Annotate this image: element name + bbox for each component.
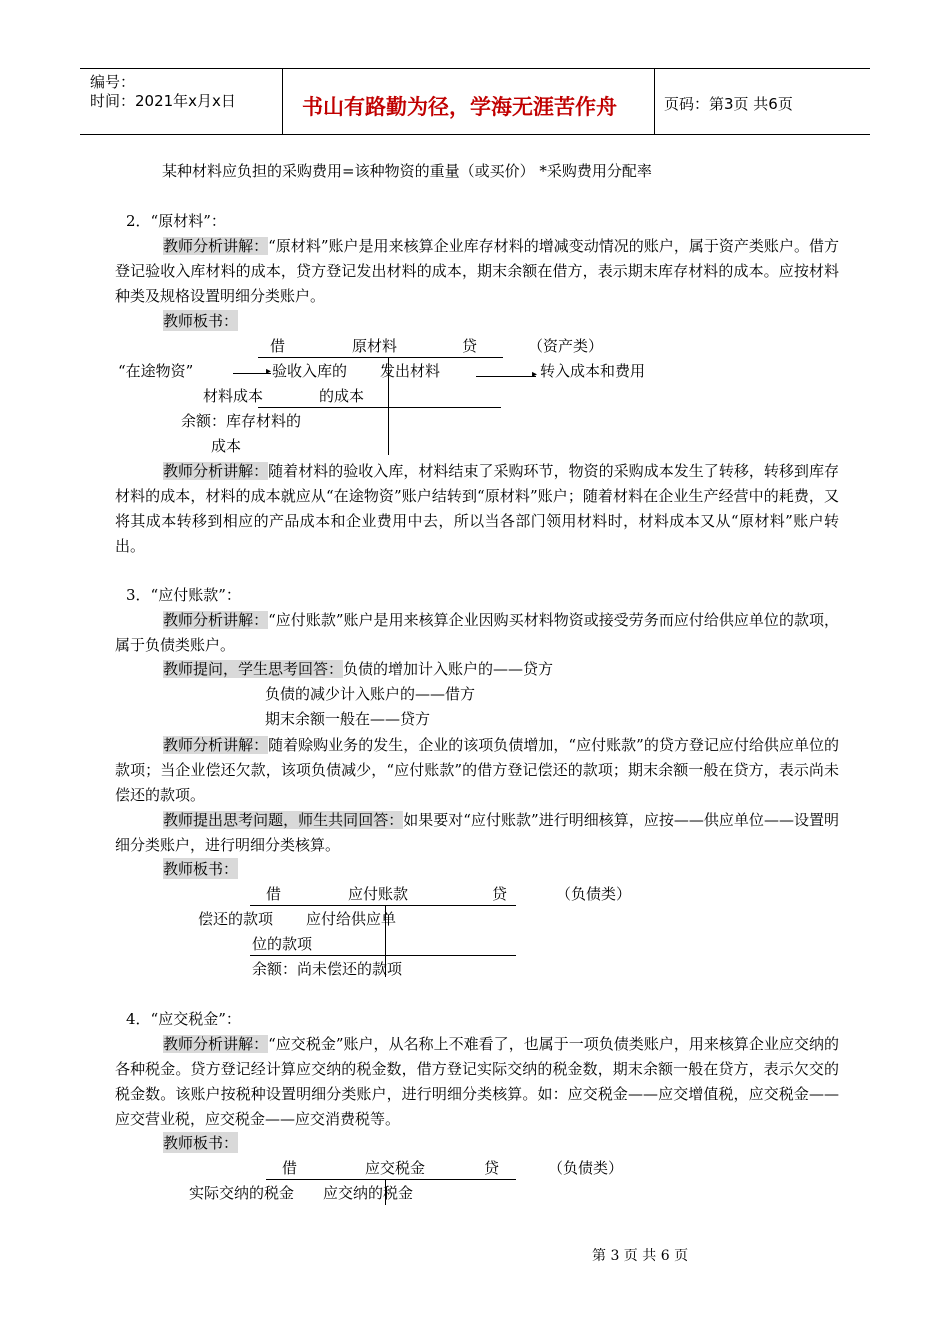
board-label: 教师板书：: [163, 860, 239, 878]
header-top-rule: [80, 68, 870, 69]
t-account-debit-label: 借: [270, 337, 286, 355]
highlight-label: 教师分析讲解：: [163, 611, 269, 629]
highlight-label: 教师分析讲解：: [163, 462, 269, 480]
section-3-heading: 3．“应付账款”：: [126, 586, 241, 604]
t-account-type: （负债类）: [548, 1159, 624, 1177]
highlight-label: 教师分析讲解：: [163, 237, 269, 255]
t-account-debit-label: 借: [282, 1159, 298, 1177]
paragraph-text: 如果要对“应付账款”进行明细核算，应按——供应单位——设置明细分类账户，进行明细分类核算。: [115, 811, 839, 854]
paragraph-text: 随着材料的验收入库，材料结束了采购环节，物资的采购成本发生了转移，转移到库存材料的成本，材料的成本就应从“在途物资”账户结转到“原材料”账户；随着材料在企业生产经营中的耗费，又将其成本转移到相应的产品成本和企业费用中去，所以当各部门领用材料时，材料成本又从“原材料”账户转出。: [115, 462, 839, 555]
board-label: 教师板书：: [163, 312, 239, 330]
t-account-balance-rule: [258, 407, 501, 408]
t-account-top-rule: [266, 1179, 516, 1180]
t-account-balance: 余额：尚未偿还的款项: [252, 960, 403, 978]
paragraph-text: 随着赊购业务的发生，企业的该项负债增加，“应付账款”的贷方登记应付给供应单位的款项；当企业偿还欠款，该项负债减少，“应付账款”的借方登记偿还的款项；期末余额一般在贷方，表示尚未偿还的款项。: [115, 736, 839, 804]
t-account-debit-entry: 偿还的款项: [198, 910, 274, 928]
arrow-out-head-icon: ▸: [532, 369, 538, 380]
t-account-debit-entry: 验收入库的: [272, 362, 348, 380]
t-account-target-label: 转入成本和费用: [540, 362, 646, 380]
qa-answer-2: 负债的减少计入账户的——借方: [265, 685, 476, 703]
section-3-paragraph-1: [115, 608, 839, 658]
arrow-in-head-icon: ▸: [266, 366, 272, 377]
board-label: 教师板书：: [163, 1134, 239, 1152]
header-page-code: 页码：第3页 共6页: [664, 95, 793, 113]
t-account-type: （资产类）: [528, 337, 604, 355]
section-4-paragraph-1: [115, 1032, 839, 1132]
t-account-name: 应交税金: [365, 1159, 426, 1177]
section-3-qa-line-1: [163, 658, 553, 679]
paragraph-text: “应付账款”账户是用来核算企业因购买材料物资或接受劳务而应付给供应单位的款项，属于负债类账户。: [115, 611, 839, 654]
highlight-label: 教师提出思考问题，师生共同回答：: [163, 811, 404, 829]
section-4-heading: 4．“应交税金”：: [126, 1010, 241, 1028]
t-account-type: （负债类）: [556, 885, 632, 903]
t-account-credit-label: 贷: [484, 1159, 500, 1177]
header-date: 时间：2021年x月x日: [90, 92, 236, 110]
highlight-label: 教师分析讲解：: [163, 1035, 269, 1053]
t-account-debit-entry-2a: 材料成本: [203, 387, 264, 405]
t-account-credit-entry: 应交纳的税金: [323, 1184, 414, 1202]
section-2-heading: 2．“原材料”：: [126, 212, 226, 230]
header-number-label: 编号：: [90, 73, 136, 91]
t-account-balance-rule: [250, 955, 516, 956]
arrow-out-shaft: [476, 376, 536, 377]
header-motto: 书山有路勤为径，学海无涯苦作舟: [302, 95, 617, 119]
t-account-top-rule: [250, 905, 516, 906]
t-account-debit-entry: 实际交纳的税金: [189, 1184, 295, 1202]
formula-text: 某种材料应负担的采购费用=该种物资的重量（或买价） *采购费用分配率: [162, 162, 652, 180]
t-account-balance-2: 成本: [211, 437, 242, 455]
paragraph-text: “原材料”账户是用来核算企业库存材料的增减变动情况的账户，属于资产类账户。借方登记验收入库材料的成本，贷方登记发出材料的成本，期末余额在借方，表示期末库存材料的成本。应按材料种类及规格设置明细分类账户。: [115, 237, 839, 305]
t-account-top-rule: [258, 357, 503, 358]
t-account-name: 应付账款: [348, 885, 409, 903]
qa-answer-1: 负债的增加计入账户的——贷方: [343, 660, 554, 678]
t-account-name: 原材料: [352, 337, 398, 355]
highlight-label: 教师提问，学生思考回答：: [163, 660, 344, 678]
qa-answer-3: 期末余额一般在——贷方: [265, 710, 431, 728]
header-bottom-rule: [80, 134, 870, 135]
t-account-debit-label: 借: [266, 885, 282, 903]
section-3-paragraph-2: [115, 733, 839, 808]
t-account-credit-label: 贷: [462, 337, 478, 355]
t-account-debit-entry-2b: 的成本: [319, 387, 365, 405]
t-account-balance: 余额：库存材料的: [181, 412, 302, 430]
section-2-paragraph-2: [115, 459, 839, 559]
t-account-source-label: “在途物资”: [118, 362, 194, 380]
paragraph-text: “应交税金”账户，从名称上不难看了，也属于一项负债类账户，用来核算企业应交纳的各种税金。贷方登记经计算应交纳的税金数，借方登记实际交纳的税金数，期末余额一般在贷方，表示欠交的税金数。该账户按税种设置明细分类账户，进行明细分类核算。如：应交税金——应交增值税，应交税金——应交营业税，应交税金——应交消费税等。: [115, 1035, 839, 1128]
page-footer: 第 3 页 共 6 页: [592, 1248, 689, 1264]
header-divider-right: [654, 68, 655, 135]
section-2-paragraph-1: [115, 234, 839, 309]
t-account-credit-label: 贷: [492, 885, 508, 903]
t-account-credit-entry: 发出材料: [380, 362, 441, 380]
t-account-credit-entry: 应付给供应单: [306, 910, 397, 928]
header-divider-left: [282, 68, 283, 135]
section-3-paragraph-3: [115, 808, 839, 858]
t-account-credit-entry-2: 位的款项: [252, 935, 313, 953]
highlight-label: 教师分析讲解：: [163, 736, 269, 754]
